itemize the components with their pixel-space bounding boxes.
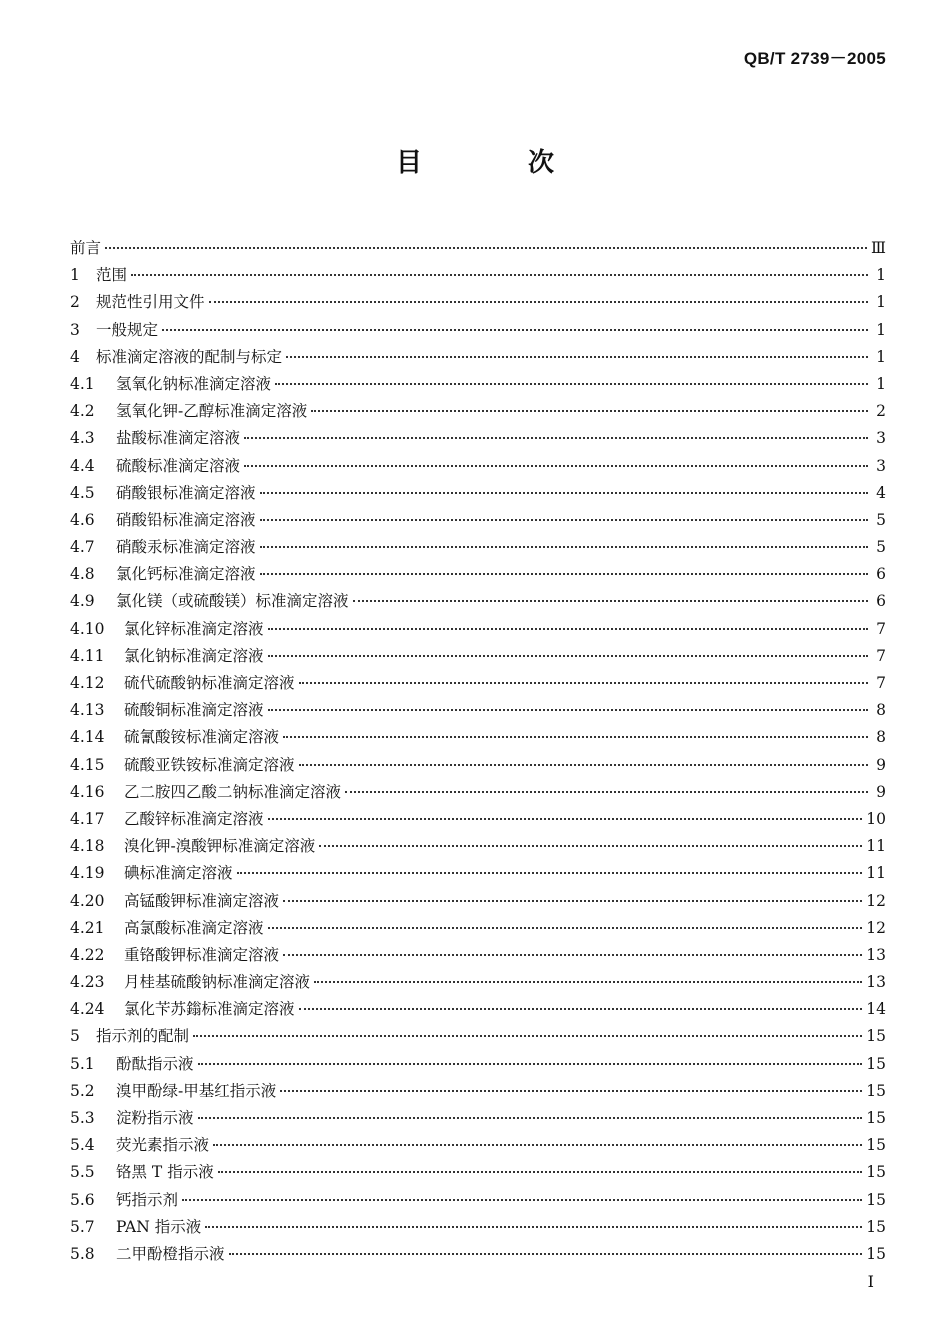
toc-entry-label: 硫酸亚铁铵标准滴定溶液 bbox=[124, 755, 295, 774]
toc-entry-page: 13 bbox=[866, 973, 886, 992]
toc-entry[interactable] bbox=[70, 996, 886, 1023]
toc-dot-leader bbox=[299, 1008, 863, 1010]
toc-entry[interactable] bbox=[70, 1187, 886, 1214]
toc-entry[interactable] bbox=[70, 752, 886, 779]
toc-entry-label: 氯化镁（或硫酸镁）标准滴定溶液 bbox=[116, 592, 349, 611]
toc-dot-leader bbox=[275, 383, 868, 385]
toc-entry[interactable] bbox=[70, 670, 886, 697]
toc-entry-number: 4.18 bbox=[70, 837, 105, 856]
toc-dot-leader bbox=[131, 274, 868, 276]
toc-entry-number: 2 bbox=[70, 293, 80, 312]
toc-dot-leader bbox=[244, 437, 868, 439]
toc-dot-leader bbox=[268, 655, 868, 657]
toc-entry-number: 4.9 bbox=[70, 592, 95, 611]
toc-entry-page: 15 bbox=[866, 1217, 886, 1236]
toc-entry-label: 荧光素指示液 bbox=[116, 1136, 210, 1155]
toc-dot-leader bbox=[345, 791, 868, 793]
toc-entry-label: 淀粉指示液 bbox=[116, 1109, 194, 1127]
toc-dot-leader bbox=[182, 1199, 862, 1201]
toc-dot-leader bbox=[314, 981, 862, 983]
toc-entry-number: 4.19 bbox=[70, 864, 105, 883]
toc-entry-page: 15 bbox=[866, 1244, 886, 1263]
toc-entry-label: 硫酸标准滴定溶液 bbox=[116, 456, 241, 475]
toc-entry-number: 1 bbox=[70, 266, 80, 285]
toc-entry-number: 4.24 bbox=[70, 1000, 105, 1019]
toc-entry-label: 氯化钙标准滴定溶液 bbox=[116, 565, 256, 584]
toc-entry[interactable] bbox=[70, 779, 886, 806]
toc-entry[interactable] bbox=[70, 344, 886, 371]
toc-dot-leader bbox=[260, 492, 868, 494]
toc-entry-label: 酚酞指示液 bbox=[116, 1054, 194, 1073]
toc-entry[interactable] bbox=[70, 534, 886, 561]
page-title: 目 次 bbox=[395, 148, 594, 178]
toc-entry-number: 5.5 bbox=[70, 1163, 95, 1182]
toc-entry[interactable] bbox=[70, 806, 886, 833]
toc-entry-page: 15 bbox=[866, 1163, 886, 1182]
toc-entry-label: 二甲酚橙指示液 bbox=[116, 1244, 225, 1263]
toc-entry-number: 3 bbox=[70, 320, 80, 339]
toc-entry-label: 指示剂的配制 bbox=[96, 1027, 190, 1046]
toc-entry-label: 范围 bbox=[96, 266, 128, 285]
toc-entry-label: 硝酸汞标准滴定溶液 bbox=[116, 538, 256, 557]
toc-entry[interactable] bbox=[70, 371, 886, 398]
toc-entry[interactable] bbox=[70, 317, 886, 344]
toc-entry[interactable] bbox=[70, 833, 886, 860]
toc-entry-label: 硫代硫酸钠标准滴定溶液 bbox=[124, 674, 295, 692]
toc-entry-page: 1 bbox=[876, 266, 886, 285]
toc-entry[interactable] bbox=[70, 561, 886, 588]
toc-entry-page: 1 bbox=[876, 293, 886, 312]
toc-dot-leader bbox=[353, 600, 868, 602]
toc-entry[interactable] bbox=[70, 507, 886, 534]
toc-entry-label: 铬黑 T 指示液 bbox=[116, 1163, 214, 1182]
toc-entry-label: 溴甲酚绿-甲基红指示液 bbox=[116, 1081, 277, 1100]
toc-entry-number: 5.8 bbox=[70, 1244, 95, 1263]
toc-entry-number: 4 bbox=[70, 347, 80, 366]
toc-entry-number: 4.5 bbox=[70, 483, 95, 502]
toc-entry-number: 5.3 bbox=[70, 1109, 95, 1127]
toc-entry-page: 12 bbox=[866, 891, 886, 910]
toc-entry-label: 乙酸锌标准滴定溶液 bbox=[124, 809, 264, 828]
toc-entry-number: 4.4 bbox=[70, 456, 95, 475]
toc-entry[interactable] bbox=[70, 235, 886, 262]
toc-entry-label: 氢氧化钠标准滴定溶液 bbox=[116, 374, 272, 393]
toc-entry-label: 月桂基硫酸钠标准滴定溶液 bbox=[124, 973, 311, 992]
toc-entry-number: 4.17 bbox=[70, 809, 105, 828]
toc-entry[interactable] bbox=[70, 1105, 886, 1132]
toc-entry[interactable] bbox=[70, 1132, 886, 1159]
toc-dot-leader bbox=[283, 900, 862, 902]
toc-entry-number: 4.12 bbox=[70, 674, 105, 692]
toc-dot-leader bbox=[268, 927, 863, 929]
toc-entry-number: 4.13 bbox=[70, 701, 105, 720]
toc-dot-leader bbox=[283, 736, 868, 738]
toc-entry[interactable] bbox=[70, 262, 886, 289]
toc-entry-page: 3 bbox=[876, 456, 886, 475]
toc-entry-page: 15 bbox=[866, 1027, 886, 1046]
toc-entry-label: 氯化锌标准滴定溶液 bbox=[124, 619, 264, 638]
toc-entry[interactable] bbox=[70, 888, 886, 915]
toc-entry[interactable] bbox=[70, 425, 886, 452]
toc-dot-leader bbox=[213, 1144, 862, 1146]
toc-entry[interactable] bbox=[70, 1051, 886, 1078]
toc-entry-label: 乙二胺四乙酸二钠标准滴定溶液 bbox=[124, 782, 342, 801]
toc-entry-number: 4.2 bbox=[70, 402, 95, 421]
toc-dot-leader bbox=[105, 247, 867, 249]
toc-entry-label: 硫氰酸铵标准滴定溶液 bbox=[124, 728, 280, 747]
toc-entry-page: 1 bbox=[876, 320, 886, 339]
toc-dot-leader bbox=[299, 764, 868, 766]
toc-dot-leader bbox=[319, 845, 862, 847]
toc-entry-label: 氢氧化钾-乙醇标准滴定溶液 bbox=[116, 402, 308, 421]
toc-dot-leader bbox=[218, 1171, 863, 1173]
toc-dot-leader bbox=[286, 356, 868, 358]
toc-entry-label: 钙指示剂 bbox=[116, 1190, 179, 1209]
toc-entry-label: 盐酸标准滴定溶液 bbox=[116, 429, 241, 448]
toc-entry-label: 前言 bbox=[70, 239, 102, 257]
toc-entry-number: 5.6 bbox=[70, 1190, 95, 1209]
toc-entry-page: 9 bbox=[876, 782, 886, 801]
toc-entry[interactable] bbox=[70, 616, 886, 643]
toc-entry-page: 11 bbox=[866, 864, 886, 883]
toc-dot-leader bbox=[162, 329, 868, 331]
toc-entry-number: 5.2 bbox=[70, 1081, 95, 1100]
toc-entry-number: 4.7 bbox=[70, 538, 95, 557]
toc-entry-label: 溴化钾-溴酸钾标准滴定溶液 bbox=[124, 837, 316, 856]
toc-entry-label: 硫酸铜标准滴定溶液 bbox=[124, 701, 264, 720]
toc-dot-leader bbox=[205, 1226, 862, 1228]
toc-dot-leader bbox=[260, 573, 868, 575]
toc-entry-page: 14 bbox=[866, 1000, 886, 1019]
toc-dot-leader bbox=[268, 818, 863, 820]
toc-entry[interactable] bbox=[70, 969, 886, 996]
toc-entry-label: 一般规定 bbox=[96, 320, 159, 339]
toc-entry-page: 15 bbox=[866, 1136, 886, 1155]
toc-entry-label: 氯化苄苏鎓标准滴定溶液 bbox=[124, 1000, 295, 1019]
toc-entry[interactable] bbox=[70, 915, 886, 942]
toc-entry-label: 硝酸银标准滴定溶液 bbox=[116, 483, 256, 502]
toc-entry-number: 4.20 bbox=[70, 891, 105, 910]
toc-entry[interactable] bbox=[70, 643, 886, 670]
toc-entry-number: 4.11 bbox=[70, 646, 105, 665]
toc-entry[interactable] bbox=[70, 1078, 886, 1105]
toc-entry-page: 1 bbox=[876, 347, 886, 366]
toc-entry-label: 标准滴定溶液的配制与标定 bbox=[96, 347, 283, 366]
toc-entry[interactable] bbox=[70, 289, 886, 316]
toc-entry-page: 15 bbox=[866, 1190, 886, 1209]
toc-entry-number: 4.16 bbox=[70, 782, 105, 801]
toc-entry-page: 3 bbox=[876, 429, 886, 448]
toc-entry-number: 4.15 bbox=[70, 755, 105, 774]
toc-entry[interactable] bbox=[70, 697, 886, 724]
toc-entry-page: 4 bbox=[876, 483, 886, 502]
page-number: I bbox=[867, 1272, 874, 1291]
toc-entry[interactable] bbox=[70, 942, 886, 969]
toc-entry[interactable] bbox=[70, 724, 886, 751]
toc-entry[interactable] bbox=[70, 860, 886, 887]
toc-entry-page: 7 bbox=[876, 674, 886, 692]
toc-entry-number: 5 bbox=[70, 1027, 80, 1046]
toc-entry[interactable] bbox=[70, 588, 886, 615]
toc-entry-page: 1 bbox=[876, 374, 886, 393]
toc-entry-number: 4.23 bbox=[70, 973, 105, 992]
toc-entry-page: 15 bbox=[866, 1054, 886, 1073]
toc-entry[interactable] bbox=[70, 453, 886, 480]
toc-entry-page: Ⅲ bbox=[871, 239, 886, 257]
toc-dot-leader bbox=[268, 709, 868, 711]
toc-entry-page: 15 bbox=[866, 1081, 886, 1100]
toc-dot-leader bbox=[209, 301, 868, 303]
toc-entry[interactable] bbox=[70, 480, 886, 507]
toc-entry-page: 9 bbox=[876, 755, 886, 774]
toc-entry-number: 4.14 bbox=[70, 728, 105, 747]
toc-entry-number: 4.10 bbox=[70, 619, 105, 638]
toc-dot-leader bbox=[299, 682, 868, 684]
table-of-contents bbox=[70, 235, 886, 1268]
toc-entry-label: PAN 指示液 bbox=[116, 1217, 202, 1236]
toc-dot-leader bbox=[283, 954, 862, 956]
toc-entry-number: 5.1 bbox=[70, 1054, 95, 1073]
toc-dot-leader bbox=[311, 410, 868, 412]
toc-entry-label: 重铬酸钾标准滴定溶液 bbox=[124, 945, 280, 964]
toc-entry-number: 5.7 bbox=[70, 1217, 95, 1236]
toc-entry-number: 4.6 bbox=[70, 510, 95, 529]
toc-entry-page: 8 bbox=[876, 701, 886, 720]
toc-dot-leader bbox=[237, 872, 863, 874]
toc-dot-leader bbox=[198, 1063, 863, 1065]
toc-entry-label: 氯化钠标准滴定溶液 bbox=[124, 646, 264, 665]
toc-dot-leader bbox=[193, 1035, 862, 1037]
toc-dot-leader bbox=[268, 628, 868, 630]
toc-entry-number: 5.4 bbox=[70, 1136, 95, 1155]
toc-entry-page: 2 bbox=[876, 402, 886, 421]
toc-entry-label: 高锰酸钾标准滴定溶液 bbox=[124, 891, 280, 910]
toc-dot-leader bbox=[229, 1253, 863, 1255]
toc-entry-label: 规范性引用文件 bbox=[96, 293, 205, 312]
toc-entry-page: 5 bbox=[876, 510, 886, 529]
document-code: QB/T 2739－2005 bbox=[743, 49, 886, 68]
toc-dot-leader bbox=[260, 519, 868, 521]
toc-dot-leader bbox=[260, 546, 868, 548]
toc-entry-number: 4.22 bbox=[70, 945, 105, 964]
toc-entry-page: 6 bbox=[876, 565, 886, 584]
toc-entry-page: 8 bbox=[876, 728, 886, 747]
toc-entry-number: 4.1 bbox=[70, 374, 95, 393]
toc-entry-page: 10 bbox=[866, 809, 886, 828]
toc-entry-page: 5 bbox=[876, 538, 886, 557]
toc-entry[interactable] bbox=[70, 398, 886, 425]
toc-entry-label: 高氯酸标准滴定溶液 bbox=[124, 918, 264, 937]
toc-entry-page: 12 bbox=[866, 918, 886, 937]
toc-dot-leader bbox=[280, 1090, 862, 1092]
toc-dot-leader bbox=[198, 1117, 863, 1119]
toc-entry-number: 4.21 bbox=[70, 918, 105, 937]
toc-entry-label: 硝酸铅标准滴定溶液 bbox=[116, 510, 256, 529]
toc-entry-page: 13 bbox=[866, 945, 886, 964]
toc-entry[interactable] bbox=[70, 1023, 886, 1050]
toc-entry-page: 15 bbox=[866, 1109, 886, 1127]
toc-entry-number: 4.8 bbox=[70, 565, 95, 584]
toc-entry-number: 4.3 bbox=[70, 429, 95, 448]
toc-entry-page: 6 bbox=[876, 592, 886, 611]
toc-entry-label: 碘标准滴定溶液 bbox=[124, 864, 233, 883]
toc-entry[interactable] bbox=[70, 1159, 886, 1186]
toc-entry[interactable] bbox=[70, 1241, 886, 1268]
toc-entry[interactable] bbox=[70, 1214, 886, 1241]
toc-dot-leader bbox=[244, 465, 868, 467]
toc-entry-page: 7 bbox=[876, 619, 886, 638]
toc-entry-page: 11 bbox=[866, 837, 886, 856]
toc-entry-page: 7 bbox=[876, 646, 886, 665]
